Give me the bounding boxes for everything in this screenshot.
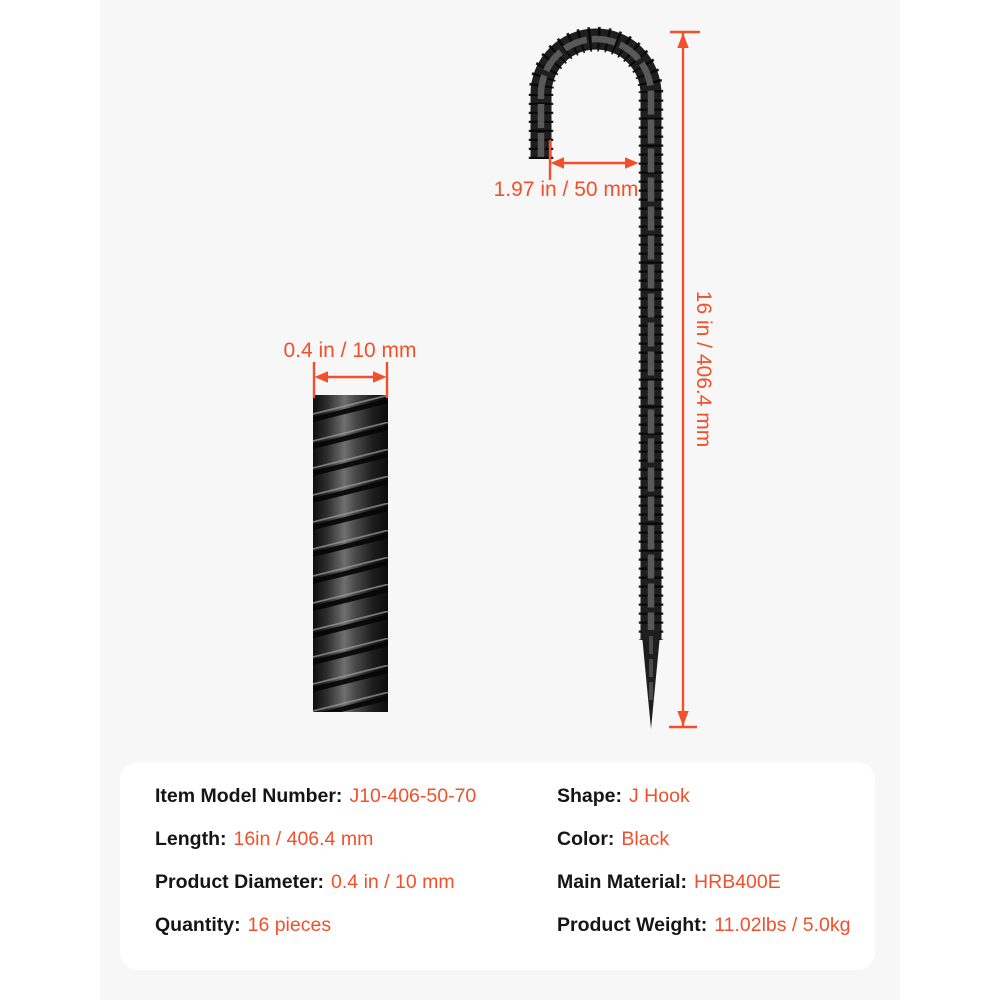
spec-value: Black — [621, 828, 670, 850]
length-dimension-label: 16 in / 406.4 mm — [692, 290, 715, 448]
spec-label: Quantity: — [155, 914, 241, 936]
spec-label: Shape: — [557, 785, 623, 807]
spec-value: 16in / 406.4 mm — [233, 828, 374, 850]
spec-label: Product Diameter: — [155, 871, 325, 893]
spec-label: Main Material: — [557, 871, 688, 893]
spec-label: Length: — [155, 828, 227, 850]
spec-value: 16 pieces — [247, 914, 332, 936]
diameter-dimension-label: 0.4 in / 10 mm — [283, 339, 417, 362]
spec-label: Product Weight: — [557, 914, 708, 936]
spec-row-shape — [557, 775, 875, 818]
spec-row-color — [557, 818, 875, 861]
spec-value: HRB400E — [694, 871, 781, 893]
spec-row-item-model-number — [155, 775, 557, 818]
spec-value: J Hook — [629, 785, 690, 807]
spec-label: Item Model Number: — [155, 785, 343, 807]
hook-width-dimension-label: 1.97 in / 50 mm — [493, 178, 639, 201]
spec-row-length — [155, 818, 557, 861]
spec-value: 0.4 in / 10 mm — [331, 871, 455, 893]
spec-row-main-material — [557, 861, 875, 904]
spec-row-product-diameter — [155, 861, 557, 904]
spec-card — [120, 762, 875, 970]
spec-value: 11.02lbs / 5.0kg — [714, 914, 851, 936]
spec-value: J10-406-50-70 — [349, 785, 477, 807]
spec-row-product-weight — [557, 904, 875, 947]
spec-label: Color: — [557, 828, 615, 850]
spec-row-quantity — [155, 904, 557, 947]
